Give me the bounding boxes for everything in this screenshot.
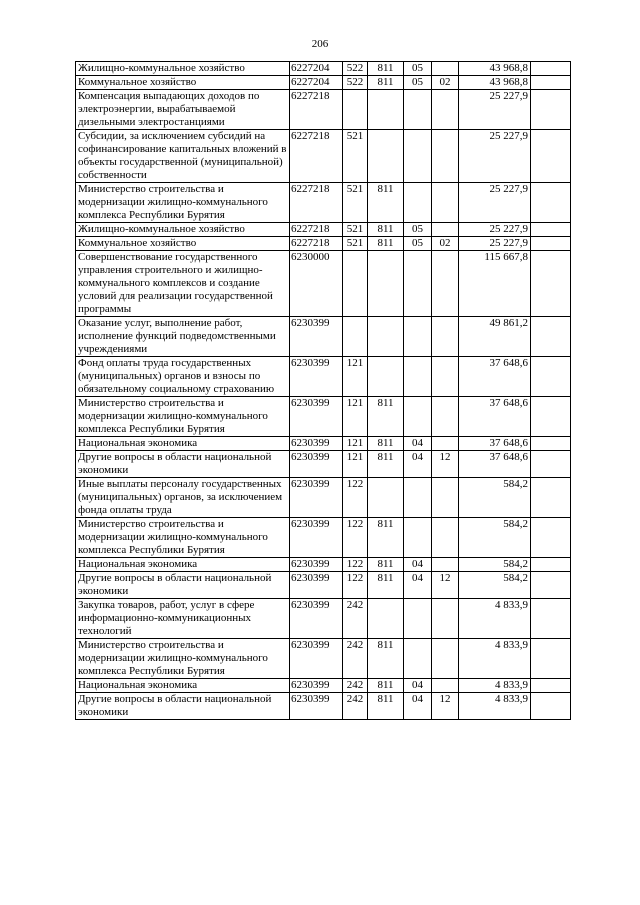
row-subsection-code [432,62,459,76]
row-sum: 37 648,6 [459,357,531,397]
row-extra-cell [531,599,571,639]
row-subsection-code [432,679,459,693]
row-name: Национальная экономика [76,437,290,451]
row-subsection-code [432,223,459,237]
row-sum: 584,2 [459,478,531,518]
row-department-code: 811 [368,518,404,558]
row-expense-type: 242 [343,693,368,720]
row-subsection-code [432,478,459,518]
row-target-article: 6227204 [290,62,343,76]
row-sum: 4 833,9 [459,639,531,679]
row-subsection-code [432,183,459,223]
row-sum: 25 227,9 [459,223,531,237]
row-department-code [368,599,404,639]
row-extra-cell [531,437,571,451]
row-target-article: 6230000 [290,251,343,317]
row-subsection-code: 12 [432,572,459,599]
row-name: Коммунальное хозяйство [76,237,290,251]
row-sum: 584,2 [459,558,531,572]
row-department-code: 811 [368,679,404,693]
row-target-article: 6230399 [290,437,343,451]
table-row [76,223,571,237]
row-sum: 37 648,6 [459,397,531,437]
row-name: Совершенствование государственного управления строительного и жилищно-коммунального комплексов и создание условий для реализации государственной программы [76,251,290,317]
row-expense-type [343,317,368,357]
row-target-article: 6230399 [290,451,343,478]
row-target-article: 6227218 [290,130,343,183]
row-department-code [368,317,404,357]
row-name: Министерство строительства и модернизации жилищно-коммунального комплекса Республики Бурятия [76,518,290,558]
row-name: Субсидии, за исключением субсидий на софинансирование капитальных вложений в объекты государственной (муниципальной) собственности [76,130,290,183]
row-section-code [404,251,432,317]
row-name: Другие вопросы в области национальной экономики [76,572,290,599]
table-row [76,251,571,317]
row-department-code: 811 [368,183,404,223]
row-subsection-code: 12 [432,693,459,720]
row-extra-cell [531,357,571,397]
table-row [76,62,571,76]
row-expense-type: 522 [343,62,368,76]
row-section-code: 04 [404,558,432,572]
row-expense-type: 521 [343,183,368,223]
row-extra-cell [531,130,571,183]
row-subsection-code: 02 [432,76,459,90]
table-row [76,679,571,693]
row-target-article: 6227204 [290,76,343,90]
table-row [76,518,571,558]
table-row [76,183,571,223]
row-expense-type: 122 [343,558,368,572]
table-row [76,130,571,183]
row-expense-type: 242 [343,639,368,679]
row-name: Другие вопросы в области национальной экономики [76,693,290,720]
row-extra-cell [531,572,571,599]
row-department-code: 811 [368,237,404,251]
row-section-code: 04 [404,572,432,599]
row-department-code [368,90,404,130]
row-name: Жилищно-коммунальное хозяйство [76,62,290,76]
row-department-code: 811 [368,223,404,237]
row-subsection-code [432,558,459,572]
row-target-article: 6230399 [290,572,343,599]
row-extra-cell [531,679,571,693]
table-row [76,437,571,451]
row-sum: 49 861,2 [459,317,531,357]
row-target-article: 6230399 [290,693,343,720]
row-sum: 4 833,9 [459,599,531,639]
row-extra-cell [531,62,571,76]
row-extra-cell [531,76,571,90]
row-subsection-code [432,317,459,357]
row-section-code [404,478,432,518]
row-section-code: 04 [404,437,432,451]
row-target-article: 6230399 [290,599,343,639]
row-department-code: 811 [368,62,404,76]
row-extra-cell [531,237,571,251]
row-target-article: 6230399 [290,357,343,397]
row-section-code: 04 [404,451,432,478]
table-row [76,558,571,572]
row-section-code [404,599,432,639]
row-extra-cell [531,639,571,679]
row-subsection-code: 02 [432,237,459,251]
table-row [76,237,571,251]
table-row [76,90,571,130]
row-target-article: 6227218 [290,237,343,251]
row-subsection-code [432,437,459,451]
row-section-code: 05 [404,237,432,251]
row-expense-type: 242 [343,599,368,639]
row-expense-type: 521 [343,237,368,251]
row-section-code [404,183,432,223]
row-extra-cell [531,518,571,558]
table-row [76,451,571,478]
table-body [76,62,571,720]
table-row [76,357,571,397]
row-sum: 4 833,9 [459,679,531,693]
row-name: Закупка товаров, работ, услуг в сфере информационно-коммуникационных технологий [76,599,290,639]
table-row [76,599,571,639]
row-extra-cell [531,397,571,437]
row-expense-type: 242 [343,679,368,693]
row-subsection-code [432,599,459,639]
row-expense-type: 522 [343,76,368,90]
row-subsection-code [432,251,459,317]
row-expense-type: 121 [343,437,368,451]
row-expense-type: 121 [343,357,368,397]
row-subsection-code [432,90,459,130]
row-target-article: 6227218 [290,183,343,223]
row-name: Другие вопросы в области национальной экономики [76,451,290,478]
row-department-code: 811 [368,693,404,720]
row-name: Жилищно-коммунальное хозяйство [76,223,290,237]
row-department-code: 811 [368,397,404,437]
row-extra-cell [531,451,571,478]
row-extra-cell [531,183,571,223]
row-department-code: 811 [368,76,404,90]
row-department-code [368,251,404,317]
row-expense-type: 121 [343,451,368,478]
row-sum: 25 227,9 [459,237,531,251]
row-section-code [404,130,432,183]
row-sum: 43 968,8 [459,76,531,90]
row-section-code [404,639,432,679]
row-sum: 25 227,9 [459,90,531,130]
row-name: Компенсация выпадающих доходов по электроэнергии, вырабатываемой дизельными электростанциями [76,90,290,130]
row-section-code: 05 [404,223,432,237]
row-target-article: 6230399 [290,397,343,437]
row-name: Национальная экономика [76,679,290,693]
row-section-code [404,518,432,558]
row-department-code: 811 [368,558,404,572]
table-row [76,478,571,518]
row-target-article: 6230399 [290,679,343,693]
table-row [76,572,571,599]
row-name: Министерство строительства и модернизации жилищно-коммунального комплекса Республики Бурятия [76,397,290,437]
page-number: 206 [311,38,329,50]
row-expense-type: 122 [343,518,368,558]
row-target-article: 6227218 [290,223,343,237]
row-sum: 43 968,8 [459,62,531,76]
row-target-article: 6230399 [290,639,343,679]
row-sum: 25 227,9 [459,130,531,183]
row-subsection-code: 12 [432,451,459,478]
row-section-code: 05 [404,62,432,76]
row-section-code: 04 [404,693,432,720]
row-subsection-code [432,639,459,679]
row-name: Министерство строительства и модернизации жилищно-коммунального комплекса Республики Бурятия [76,183,290,223]
table-row [76,397,571,437]
row-name: Министерство строительства и модернизации жилищно-коммунального комплекса Республики Бурятия [76,639,290,679]
row-department-code: 811 [368,437,404,451]
budget-table [75,61,571,720]
row-expense-type: 122 [343,572,368,599]
row-subsection-code [432,397,459,437]
row-expense-type: 121 [343,397,368,437]
row-expense-type: 122 [343,478,368,518]
row-subsection-code [432,130,459,183]
row-target-article: 6230399 [290,518,343,558]
row-department-code [368,130,404,183]
row-sum: 584,2 [459,572,531,599]
row-target-article: 6230399 [290,478,343,518]
row-expense-type: 521 [343,223,368,237]
row-name: Коммунальное хозяйство [76,76,290,90]
row-extra-cell [531,90,571,130]
row-subsection-code [432,518,459,558]
row-extra-cell [531,223,571,237]
table-row [76,76,571,90]
row-sum: 4 833,9 [459,693,531,720]
row-department-code: 811 [368,451,404,478]
row-department-code [368,478,404,518]
row-section-code: 04 [404,679,432,693]
row-department-code: 811 [368,572,404,599]
row-expense-type: 521 [343,130,368,183]
row-extra-cell [531,558,571,572]
table-row [76,639,571,679]
row-name: Оказание услуг, выполнение работ, исполнение функций подведомственными учреждениями [76,317,290,357]
table-row [76,693,571,720]
row-sum: 37 648,6 [459,437,531,451]
row-target-article: 6230399 [290,558,343,572]
row-subsection-code [432,357,459,397]
row-name: Национальная экономика [76,558,290,572]
row-section-code [404,357,432,397]
row-name: Фонд оплаты труда государственных (муниципальных) органов и взносы по обязательному социальному страхованию [76,357,290,397]
row-sum: 115 667,8 [459,251,531,317]
row-expense-type [343,251,368,317]
row-expense-type [343,90,368,130]
row-sum: 25 227,9 [459,183,531,223]
row-extra-cell [531,317,571,357]
row-department-code: 811 [368,639,404,679]
row-department-code [368,357,404,397]
row-target-article: 6230399 [290,317,343,357]
row-sum: 584,2 [459,518,531,558]
row-target-article: 6227218 [290,90,343,130]
row-section-code [404,90,432,130]
table-row [76,317,571,357]
row-extra-cell [531,693,571,720]
row-name: Иные выплаты персоналу государственных (муниципальных) органов, за исключением фонда оплаты труда [76,478,290,518]
row-sum: 37 648,6 [459,451,531,478]
row-extra-cell [531,251,571,317]
row-section-code: 05 [404,76,432,90]
row-section-code [404,397,432,437]
row-section-code [404,317,432,357]
row-extra-cell [531,478,571,518]
